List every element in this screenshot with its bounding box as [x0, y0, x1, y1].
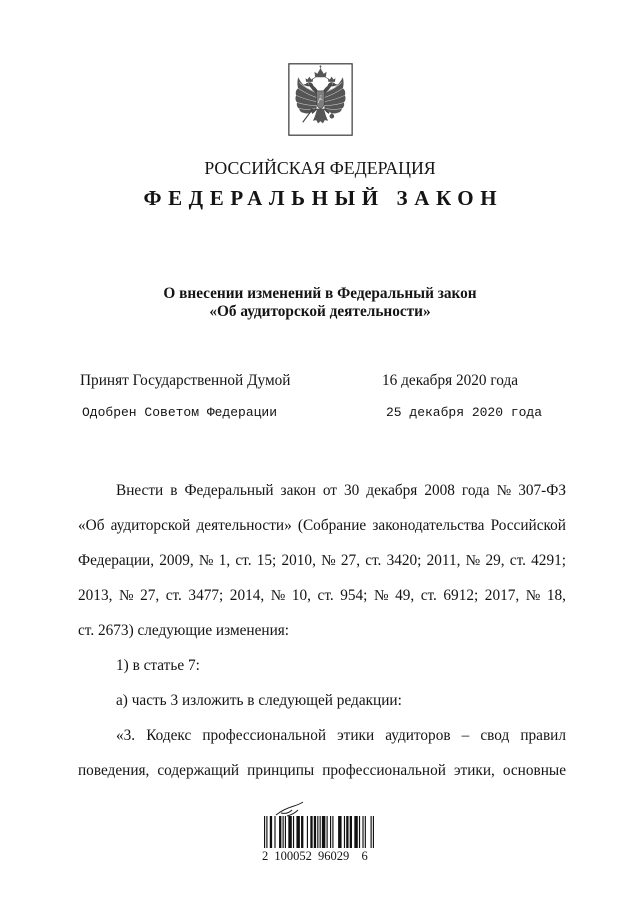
barcode-bar [310, 816, 312, 848]
law-title-line: «Об аудиторской деятельности» [209, 303, 431, 320]
barcode-bar [338, 816, 341, 848]
barcode-bar [301, 816, 303, 848]
law-title-line: О внесении изменений в Федеральный закон [163, 285, 477, 302]
barcode-bar [314, 816, 316, 848]
barcode-bar [362, 816, 363, 848]
signature-stroke [276, 802, 303, 816]
barcode-bar [274, 816, 275, 848]
paragraph [78, 648, 566, 683]
barcode-bar [270, 816, 272, 848]
barcode-bar [317, 816, 318, 848]
barcode-bar [371, 816, 372, 848]
barcode-bar [350, 816, 352, 848]
barcode-bar [293, 816, 294, 848]
duma-adoption-label: Принят Государственной Думой [80, 372, 291, 389]
barcode-bar [332, 816, 333, 848]
crown-cross [319, 65, 321, 68]
barcode-bar [359, 816, 360, 848]
paragraph-line: Внести в Федеральный закон от 30 декабря 2008 года № 307-ФЗ [116, 482, 566, 499]
paragraph-line: Федерации, 2009, № 1, ст. 15; 2010, № 27, ст. 3420; 2011, № 29, ст. 4291; [78, 552, 566, 569]
law-body [78, 473, 566, 788]
paragraph [78, 473, 566, 648]
paragraph-line: ст. 2673) следующие изменения: [78, 622, 290, 639]
barcode [264, 816, 374, 849]
council-approval-date: 25 декабря 2020 года [386, 405, 543, 420]
barcode-bar [279, 816, 281, 848]
coat-of-arms-emblem [288, 63, 353, 136]
document-type-heading: ФЕДЕРАЛЬНЫЙ ЗАКОН [143, 186, 504, 210]
paragraph-line: поведения, содержащий принципы профессиональной этики, основные [78, 762, 566, 779]
paragraph [78, 718, 566, 788]
barcode-bar [264, 816, 265, 848]
paragraph-line: «Об аудиторской деятельности» (Собрание законодательства Российской [78, 517, 566, 534]
barcode-bar [296, 816, 299, 848]
paragraph-line: «3. Кодекс профессиональной этики аудиторов – свод правил [116, 727, 566, 744]
barcode-bar [346, 816, 348, 848]
barcode-bar [307, 816, 308, 848]
barcode-number: 2 100052 96029 6 [262, 849, 368, 863]
paragraph [78, 683, 566, 718]
barcode-bar [266, 816, 267, 848]
barcode-bar [320, 816, 321, 848]
duma-adoption-date: 16 декабря 2020 года [382, 372, 519, 389]
eagle-wing [296, 77, 318, 113]
paragraph-line: 2013, № 27, ст. 3477; 2014, № 10, ст. 954; № 49, ст. 6912; 2017, № 18, [78, 587, 566, 604]
eagle [296, 65, 346, 123]
eagle-shield [316, 91, 324, 109]
scepter-knob [310, 109, 313, 112]
barcode-bar [330, 816, 331, 848]
law-title [0, 285, 640, 321]
country-heading: РОССИЙСКАЯ ФЕДЕРАЦИЯ [204, 158, 436, 178]
barcode-bar [365, 816, 366, 848]
barcode-bar [373, 816, 374, 848]
orb [330, 114, 335, 119]
head-crown [305, 77, 313, 82]
list-item: а) часть 3 изложить в следующей редакции: [116, 692, 402, 709]
barcode-bar [288, 816, 291, 848]
barcode-bar [354, 816, 357, 848]
barcode-bar [344, 816, 345, 848]
barcode-bar [322, 816, 325, 848]
barcode-bar [327, 816, 328, 848]
barcode-bar [283, 816, 284, 848]
list-item: 1) в статье 7: [116, 657, 200, 674]
top-crown [314, 68, 326, 77]
council-approval-label: Одобрен Советом Федерации [82, 405, 278, 420]
eagle-eye [308, 84, 309, 85]
barcode-bar [285, 816, 286, 848]
